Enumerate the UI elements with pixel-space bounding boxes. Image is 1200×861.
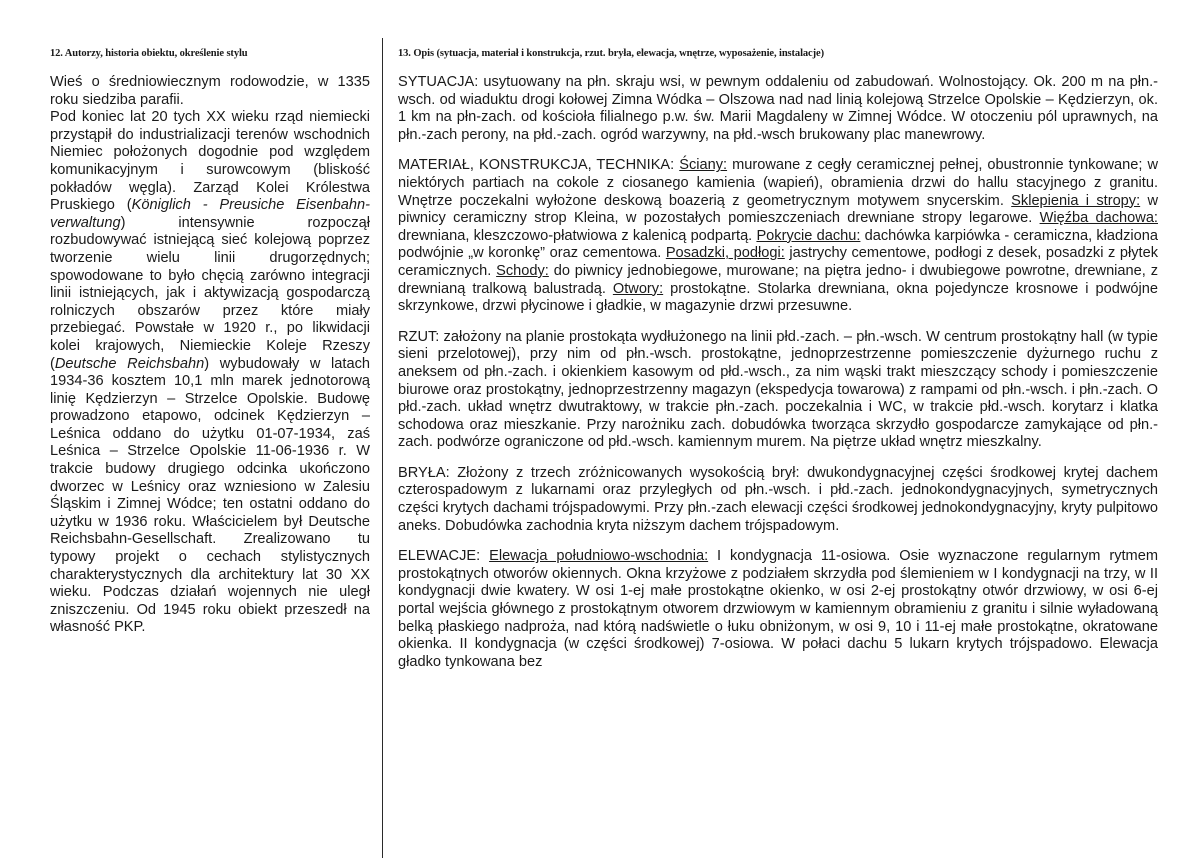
history-paragraph (50, 74, 370, 637)
posadzki-label: Posadzki, podłogi: (665, 245, 785, 262)
material-text-7: do piwnicy jednobiegowe, murowane; na piętra jedno- i dwubiegowe powrotne, drewniane, z drewnianą tralkową balustradą. (398, 262, 1158, 297)
history-text-2c: ) wybudowały w latach 1934-36 kosztem 10,1 mln marek jednotorową linię Kędzierzyn – Strzelce Opolskie. Budowę prowadzono etapowo, odcinek Kędzierzyn – Leśnica oddano do użytku 01-07-1934, zaś Leśnica – Strzelce Opolskie 11-06-1936 r. W trakcie budowy drugiego odcinka ukończono dworzec w Leśnicy oraz wzniesiono w Zalesiu Śląskim i Zimnej Wódce; ten ostatni oddano do użytku w 1936 roku. Właścicielem był Deutsche Reichsbahn-Gesellschaft. Zrealizowano tu typowy projekt o cechach stylistycznych charakterystycznych dla architektury lat 30 XX wieku. Podczas działań wojennych nie uległ zniszczeniu. Od 1945 roku obiekt przeszedł na własność PKP. (50, 355, 370, 636)
section-12-heading: 12. Autorzy, historia obiektu, określenie stylu (50, 48, 248, 59)
material-text-3: w piwnicy ceramiczny strop Kleina, w pozostałych pomieszczeniach drewniane stropy legarowe. (398, 192, 1158, 227)
material-text-2: murowane z cegły ceramicznej pełnej, obustronnie tynkowane; w niektórych partiach na cokole z ciosanego kamienia (wapień), obramienia drzwi do hallu stacyjnego z granitu. Wnętrze poczekalni wyłożone deskową boazerią z geometrycznym motywem snycerskim. (398, 157, 1158, 209)
pokrycie-label: Pokrycie dachu: (756, 227, 861, 244)
elewacje-text-2: I kondygnacja 11-osiowa. Osie wyznaczone regularnym rytmem prostokątnych otworów okiennych. Okna krzyżowe z podziałem skrzydła pod ślemieniem w I kondygnacji na trzy, w II kondygnacji dwie kwatery. W osi 1-ej małe prostokątne okienko, w osi 2-ej prostokątny otwór drzwiowy, w osi 6-ej portal wejścia głównego z prostokątnym otworem drzwiowym w kamiennym obramieniu z granitu i silnie wyładowaną belką płaskiego nadproża, nad którą nadświetle o łuku obniżonym, w osi 9, 10 i 11-ej małe prostokątne, okratowane okienka. II kondygnacja (w części środkowej) 7-osiowa. W połaci dachu 5 lukarn krytych trójspadowo. Elewacja gładko tynkowana bez (398, 548, 1158, 670)
right-column (398, 48, 1158, 684)
bryla-paragraph: BRYŁA: Złożony z trzech zróżnicowanych wysokością brył: dwukondygnacyjnej części środkowej krytej dachem czterospadowym z lukarnami oraz przyległych od płn.-wsch. i płd.-zach. jednokondygnacyjnych, symetrycznych części krytych dachami trójspadowymi. Przy płn.-zach elewacji części środkowej jednokondygnacyjny, kryty pulpitowo aneks. Dobudówka zachodnia kryta niższym dachem trójspadowym. (398, 464, 1158, 534)
material-text-1: MATERIAŁ, KONSTRUKCJA, TECHNIKA: (398, 157, 680, 174)
material-text-5: dachówka karpiówka - ceramiczna, kładziona podwójnie „w koronkę” oraz cementowa. (398, 227, 1158, 262)
history-text-2b: ) intensywnie rozpoczął rozbudowywać istniejącą sieć kolejową poprzez tworzenie wielu linii drugorzędnych; spowodowane to było chęcią zarówno integracji linii istniejących, jak i aktywizacją gospodarczą rolniczych obszarów przez które miały przebiegać. Powstałe w 1920 r., po likwidacji kolei krajowych, Niemieckie Koleje Rzeszy ( (50, 214, 370, 372)
left-column (50, 48, 370, 637)
history-italic-1: Königlich - Preusiche Eisenbahn-verwaltung (50, 197, 371, 231)
sklepienia-label: Sklepienia i stropy: (1011, 192, 1141, 209)
history-text-1: Wieś o średniowiecznym rodowodzie, w 1335 roku siedziba parafii. (50, 74, 370, 108)
sciany-label: Ściany: (679, 157, 728, 174)
schody-label: Schody: (496, 262, 549, 279)
elewacje-paragraph (398, 548, 1158, 671)
column-divider (382, 38, 383, 858)
elewacje-text-1: ELEWACJE: (398, 548, 490, 565)
material-paragraph (398, 157, 1158, 315)
sytuacja-paragraph: SYTUACJA: usytuowany na płn. skraju wsi, w pewnym oddaleniu od zabudowań. Wolnostojący. Ok. 200 m na płn.-wsch. od wiaduktu drogi kołowej Zimna Wódka – Olszowa nad nad linią kolejową Strzelce Opolskie – Kędzierzyn, ok. 1 km na płn-zach. od kościoła filialnego p.w. św. Marii Magdaleny w Zimnej Wódce. W otoczeniu pól uprawnych, na płn.-zach perony, na płd.-zach. ogród warzywny, na płd.-wsch brukowany plac manewrowy. (398, 74, 1158, 143)
otwory-label: Otwory: (612, 280, 664, 297)
history-italic-2: Deutsche Reichsbahn (54, 355, 205, 372)
history-text-2a: Pod koniec lat 20 tych XX wieku rząd niemiecki przystąpił do industrializacji terenów wschodnich Niemiec położonych dogodnie pod względem komunikacyjnym i surowcowym (bliskość pokładów węgla). Zarząd Kolei Królestwa Pruskiego ( (50, 109, 370, 214)
wiezba-label: Więźba dachowa: (1039, 210, 1158, 227)
elewacja-pd-wsch-label: Elewacja południowo-wschodnia: (489, 548, 709, 565)
rzut-paragraph: RZUT: założony na planie prostokąta wydłużonego na linii płd.-zach. – płn.-wsch. W centrum prostokątny hall (w typie sieni przelotowej), przy nim od płn.-wsch. prostokątne, jednoprzestrzenne pomieszczenie dyżurnego ruchu z aneksem od płn.-zach. i okienkiem kasowym od płd.-wsch., za nim wąski trakt mieszczący schody i pomieszczenie biurowe oraz prostokątny, jednoprzestrzenny magazyn (ekspedycja towarowa) z rampami od płn.-wsch. i płn.-zach. O płd.-zach. układ wnętrz dwutraktowy, w trakcie płn.-zach. poczekalnia i WC, w trakcie płd.-wsch. korytarz i klatka schodowa oraz mieszkanie. Przy narożniku zach. dobudówka tworząca skrzydło gospodarcze zamykające od płn.-zach. podwórze ograniczone od płd.-wsch. kamiennym murem. Na piętrze układ wnętrz mieszkalny. (398, 328, 1158, 451)
material-text-8: prostokątne. Stolarka drewniana, okna pojedyncze krosnowe i podwójne skrzynkowe, drzwi płycinowe i gładkie, w magazynie drzwi przesuwne. (398, 280, 1158, 315)
material-text-6: jastrychy cementowe, podłogi z desek, posadzki z płytek ceramicznych. (398, 245, 1158, 279)
material-text-4: drewniana, kleszczowo-płatwiowa z kalenicą podpartą. (398, 227, 757, 244)
section-13-heading: 13. Opis (sytuacja, materiał i konstrukcja, rzut. bryła, elewacja, wnętrze, wyposażenie, instalacje) (398, 48, 824, 59)
